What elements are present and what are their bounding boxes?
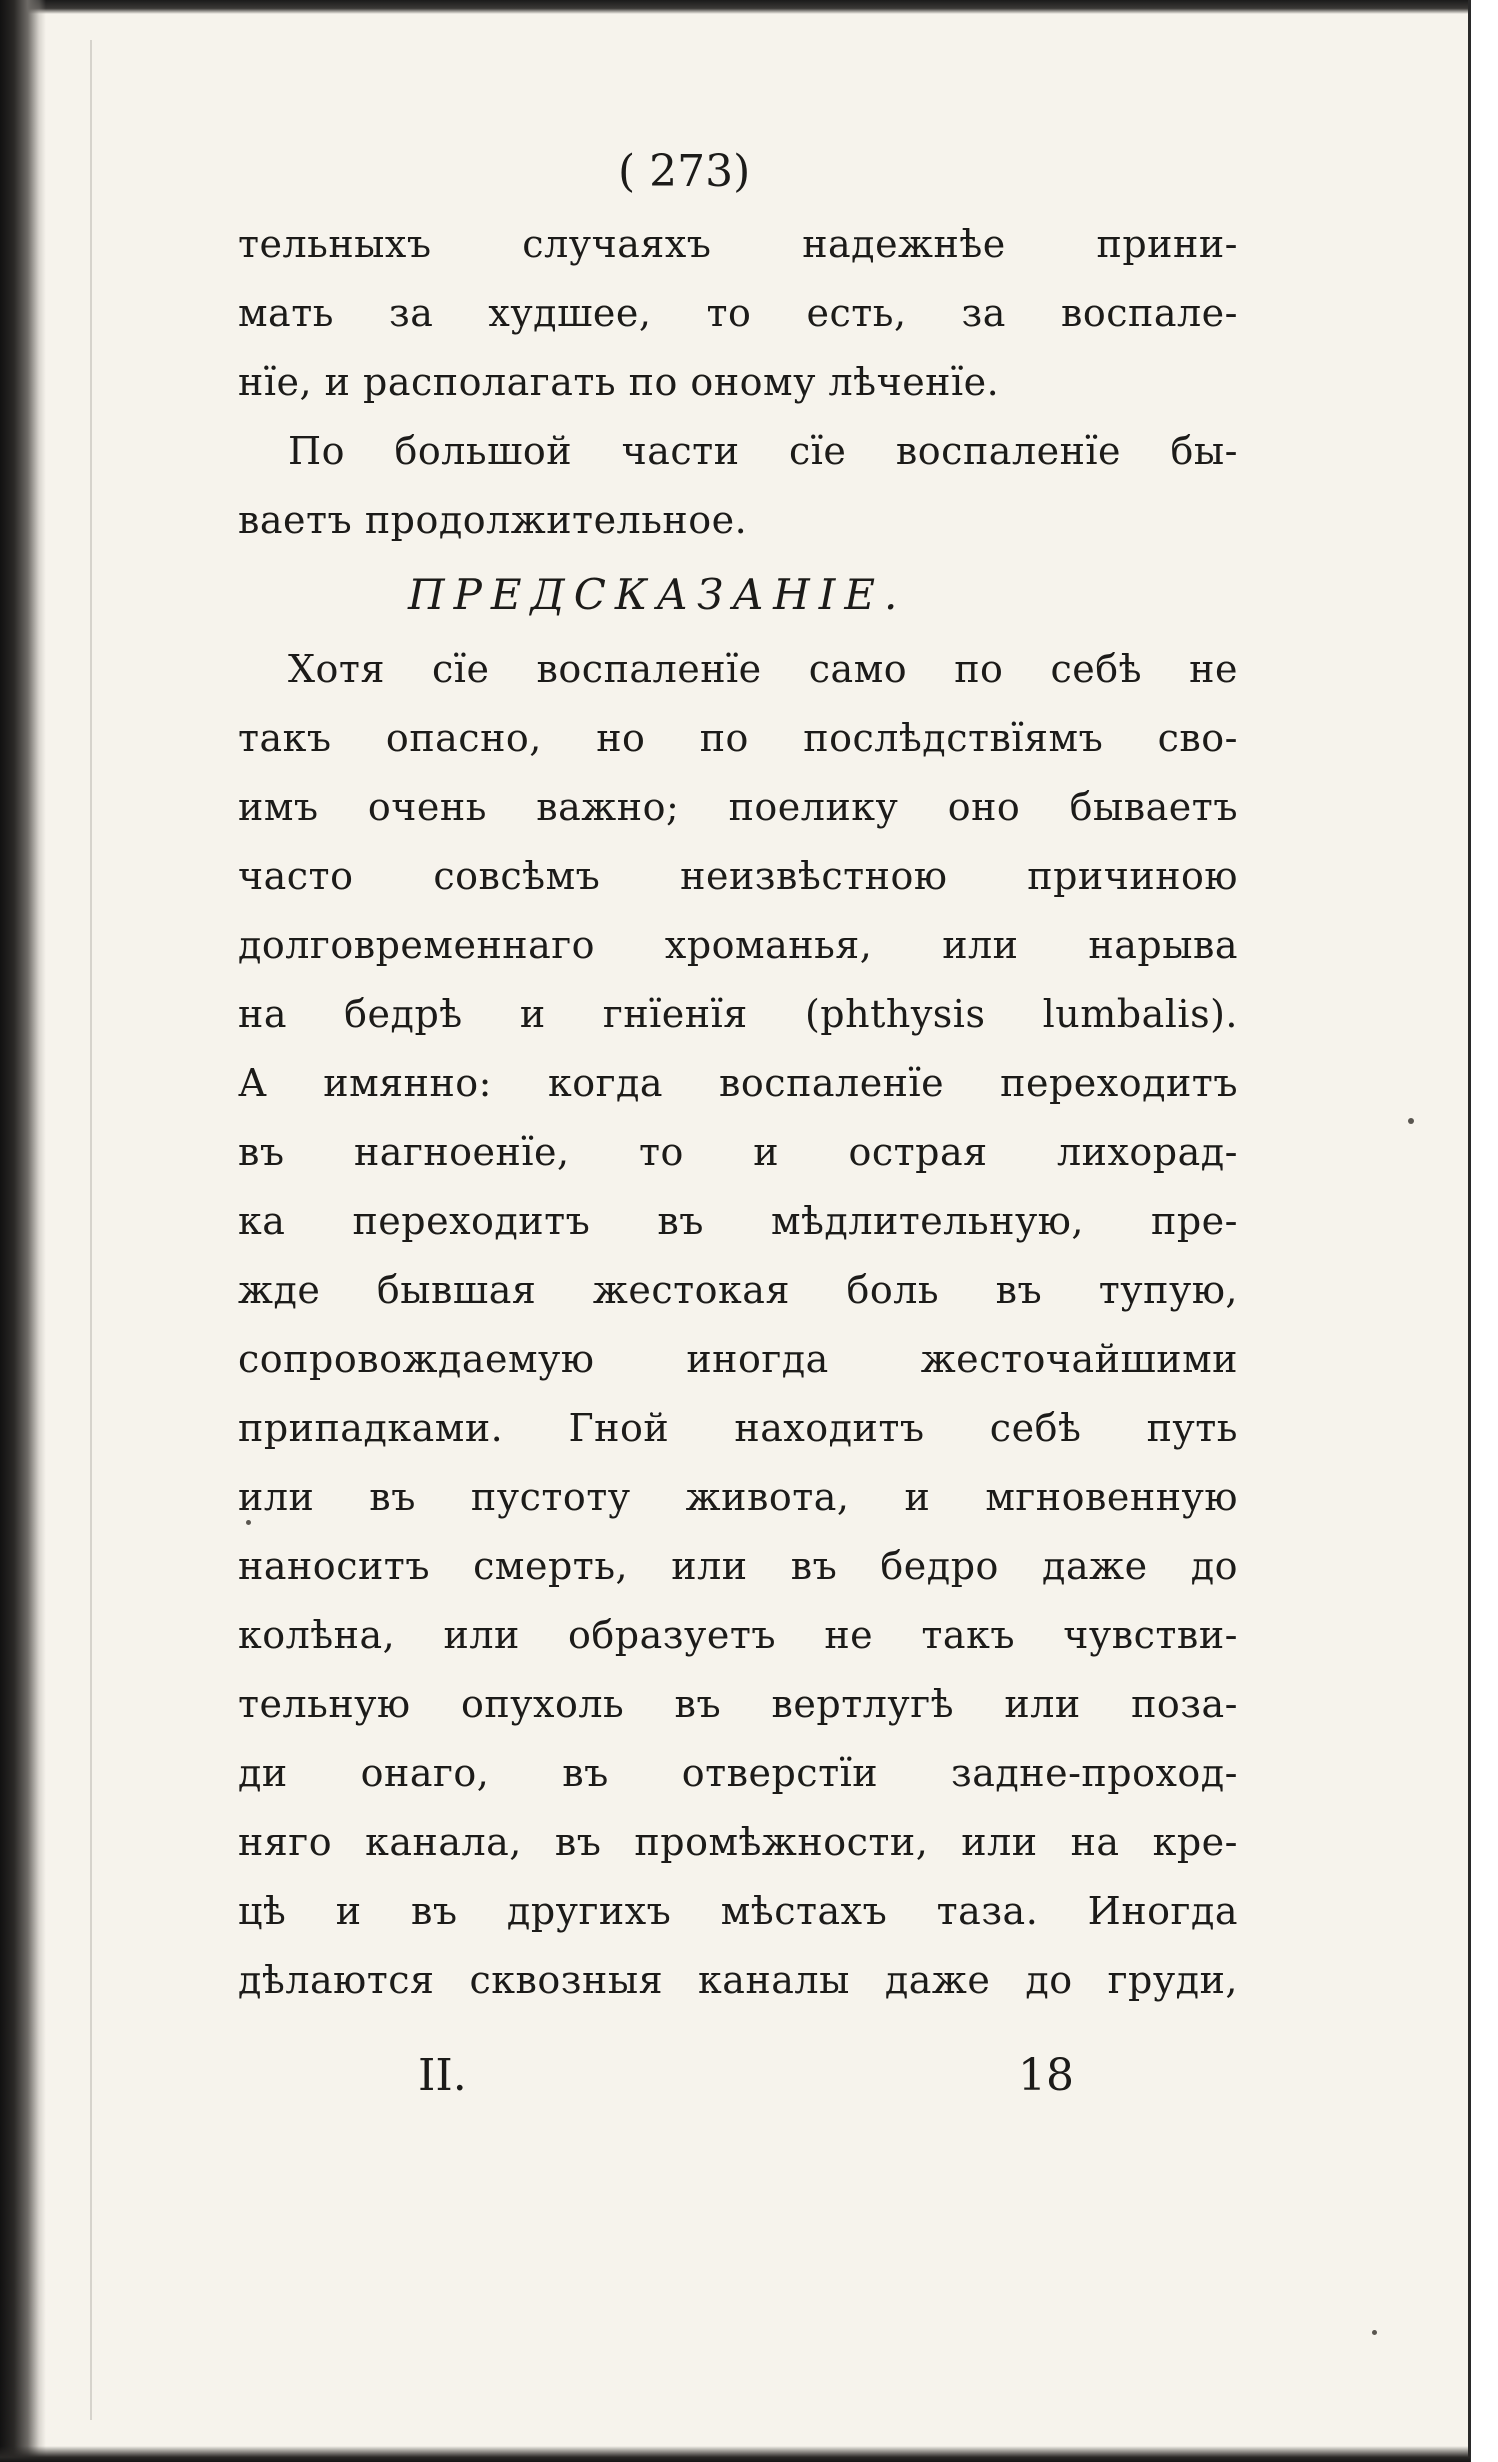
text-line: ваетъ продолжительное. <box>238 498 748 542</box>
text-line: на бедрѣ и гнїенїя (phthysis lumbalis). <box>238 992 1238 1036</box>
text-line: долговременнаго хроманья, или нарыва <box>238 923 1238 967</box>
page-header-label: ( 273) <box>618 146 751 197</box>
page-header <box>618 146 818 197</box>
ink-speck <box>1408 1118 1414 1124</box>
text-line: сопровождаемую иногда жесточайшими <box>238 1337 1238 1381</box>
text-line: колѣна, или образуетъ не такъ чувстви- <box>238 1613 1238 1657</box>
text-line: дѣлаются сквозныя каналы даже до груди, <box>238 1958 1238 2002</box>
text-line: няго канала, въ промѣжности, или на кре- <box>238 1820 1238 1864</box>
body-text <box>238 210 1238 2015</box>
text-line: ди онаго, въ отверстїи задне-проход- <box>238 1751 1238 1795</box>
text-line: А имянно: когда воспаленїе переходитъ <box>238 1061 1238 1105</box>
text-line: По большой части сїе воспаленїе бы- <box>288 429 1238 473</box>
text-line: жде бывшая жестокая боль въ тупую, <box>238 1268 1238 1312</box>
text-line: имъ очень важно; поелику оно бываетъ <box>238 785 1238 829</box>
text-line: нїе, и располагать по оному лѣченїе. <box>238 360 1000 404</box>
text-line: такъ опасно, но по послѣдствїямъ сво- <box>238 716 1238 760</box>
signature-mark: II. <box>418 2050 467 2101</box>
text-line: мать за худшее, то есть, за воспале- <box>238 291 1238 335</box>
scan-edge-bottom <box>0 2446 1470 2462</box>
text-line: Хотя сїе воспаленїе само по себѣ не <box>288 647 1238 691</box>
scan-edge-right <box>1468 0 1498 2462</box>
text-line: тельныхъ случаяхъ надежнѣе прини- <box>238 222 1238 266</box>
text-line: наноситъ смерть, или въ бедро даже до <box>238 1544 1238 1588</box>
text-line: цѣ и въ другихъ мѣстахъ таза. Иногда <box>238 1889 1238 1933</box>
ink-speck <box>1372 2330 1377 2335</box>
ink-speck <box>246 1520 251 1525</box>
page-number: 18 <box>1018 2050 1074 2101</box>
page-footer <box>0 2050 1498 2120</box>
text-line: тельную опухоль въ вертлугѣ или поза- <box>238 1682 1238 1726</box>
section-heading: ПРЕДСКАЗАНIЕ. <box>408 570 907 619</box>
text-line: ка переходитъ въ мѣдлительную, пре- <box>238 1199 1238 1243</box>
text-line: въ нагноенїе, то и острая лихорад- <box>238 1130 1238 1174</box>
scan-edge-top <box>0 0 1470 14</box>
text-line: припадками. Гной находитъ себѣ путь <box>238 1406 1238 1450</box>
text-line: часто совсѣмъ неизвѣстною причиною <box>238 854 1238 898</box>
text-line: или въ пустоту живота, и мгновенную <box>238 1475 1238 1519</box>
